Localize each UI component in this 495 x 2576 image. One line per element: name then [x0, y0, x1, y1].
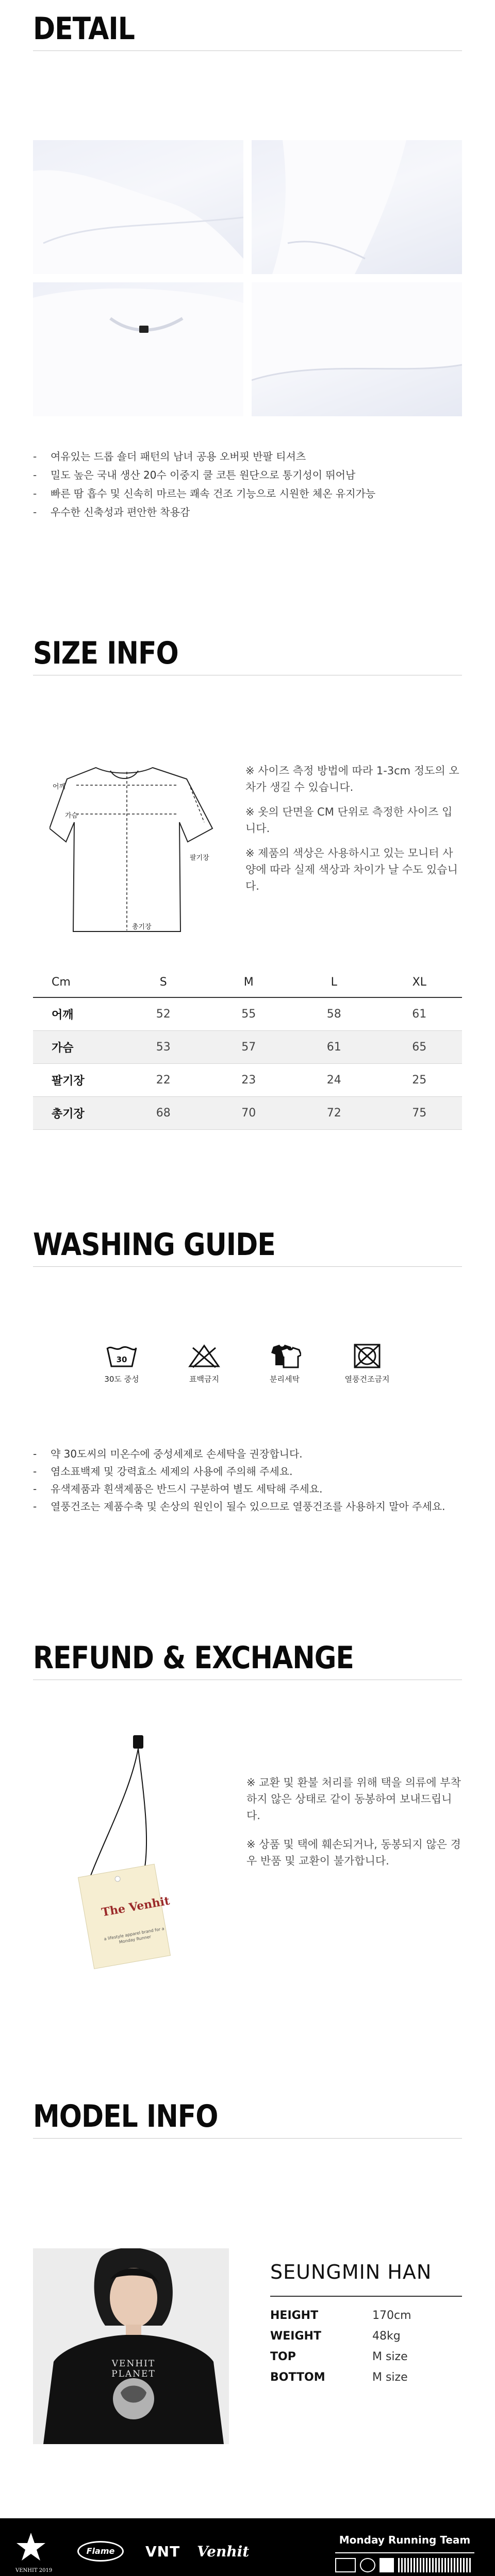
spec-key: TOP — [270, 2350, 296, 2363]
model-shirt-print: VENHIT PLANET — [111, 2359, 156, 2379]
footer-logo-vnt: VNT — [145, 2543, 180, 2560]
no-bleach-icon — [188, 1343, 221, 1369]
model-name-divider — [270, 2296, 462, 2297]
tag-small-text: a lifestyle apparel brand for a Monday Runner — [103, 1926, 165, 1945]
table-cell: 72 — [291, 1096, 377, 1129]
size-header-cell: M — [206, 968, 292, 997]
detail-photo-fabric — [33, 140, 243, 274]
footer-badge-strip — [335, 2552, 474, 2574]
footer-tagline: Monday Running Team — [339, 2534, 471, 2546]
wash-label: 분리세탁 — [270, 1375, 300, 1384]
size-header-cell: L — [291, 968, 377, 997]
star-logo-icon — [15, 2532, 46, 2563]
wash-note: - 약 30도씨의 미온수에 중성세제로 손세탁을 권장합니다. — [33, 1446, 461, 1462]
separate-wash-icon — [268, 1343, 301, 1369]
wash-item-separate — [254, 1343, 316, 1384]
badge-icon — [398, 2558, 471, 2572]
spec-value: M size — [372, 2350, 408, 2363]
detail-bullet: - 여유있는 드롭 숄더 패턴의 남녀 공용 오버핏 반팔 티셔츠 — [33, 447, 466, 466]
size-notes — [245, 762, 462, 903]
spec-row — [270, 2346, 411, 2367]
table-cell: 65 — [377, 1030, 463, 1063]
model-specs — [270, 2305, 411, 2387]
table-row — [33, 1096, 462, 1129]
spec-value: M size — [372, 2370, 408, 2384]
spec-key: BOTTOM — [270, 2370, 325, 2384]
wash-item-no-tumble — [336, 1343, 398, 1384]
wash-label: 표백금지 — [189, 1375, 219, 1384]
size-note: ※ 사이즈 측정 방법에 따라 1-3cm 정도의 오차가 생길 수 있습니다. — [245, 765, 459, 793]
table-cell: 24 — [291, 1063, 377, 1096]
footer-logo-bar — [0, 2518, 495, 2576]
model-photo — [33, 2248, 229, 2444]
detail-bullet: - 우수한 신축성과 편안한 착용감 — [33, 503, 466, 521]
table-cell: 22 — [121, 1063, 206, 1096]
wash-note: - 열풍건조는 제품수축 및 손상의 원인이 될수 있으므로 열풍건조를 사용하지 말아 주세요. — [33, 1498, 461, 1515]
detail-divider — [33, 50, 462, 51]
model-divider — [33, 2138, 462, 2139]
badge-icon — [335, 2558, 356, 2572]
size-note: ※ 옷의 단면을 CM 단위로 측정한 사이즈 입니다. — [245, 806, 453, 835]
size-header-cell: XL — [377, 968, 463, 997]
size-table-header — [33, 968, 462, 997]
badge-icon — [380, 2558, 394, 2572]
table-cell: 총기장 — [33, 1096, 121, 1129]
table-cell: 23 — [206, 1063, 292, 1096]
model-title: MODEL INFO — [33, 2099, 218, 2134]
wash-label: 열풍건조금지 — [344, 1375, 390, 1384]
table-cell: 68 — [121, 1096, 206, 1129]
size-header-cell: Cm — [33, 968, 121, 997]
table-cell: 가슴 — [33, 1030, 121, 1063]
table-cell: 53 — [121, 1030, 206, 1063]
wash-note: - 염소표백제 및 강력효소 세제의 사용에 주의해 주세요. — [33, 1463, 461, 1480]
label-sleeve: 팔기장 — [190, 854, 209, 862]
no-tumble-dry-icon — [351, 1343, 384, 1369]
model-name: SEUNGMIN HAN — [270, 2261, 432, 2283]
size-table — [33, 968, 462, 1130]
refund-note: ※ 교환 및 환불 처리를 위해 택을 의류에 부착하지 않은 상태로 같이 동봉하여 보내드립니다. — [246, 1776, 461, 1822]
refund-note: ※ 상품 및 택에 훼손되거나, 동봉되지 않은 경우 반품 및 교환이 불가합니다. — [246, 1838, 461, 1867]
detail-photo-shoulder-seam — [252, 282, 462, 416]
spec-value: 48kg — [372, 2329, 401, 2343]
refund-notes — [246, 1774, 463, 1882]
badge-icon — [360, 2558, 375, 2572]
refund-title: REFUND & EXCHANGE — [33, 1640, 354, 1676]
washing-divider — [33, 1266, 462, 1267]
table-row — [33, 997, 462, 1030]
spec-key: WEIGHT — [270, 2329, 321, 2343]
tshirt-outline-icon — [50, 756, 225, 938]
table-cell: 팔기장 — [33, 1063, 121, 1096]
table-cell: 61 — [377, 997, 463, 1030]
table-cell: 25 — [377, 1063, 463, 1096]
label-length: 총기장 — [132, 923, 152, 931]
wash-label: 30도 중성 — [104, 1375, 139, 1384]
spec-value: 170cm — [372, 2309, 411, 2322]
table-cell: 57 — [206, 1030, 292, 1063]
svg-text:30: 30 — [116, 1355, 127, 1364]
table-cell: 어깨 — [33, 997, 121, 1030]
table-cell: 75 — [377, 1096, 463, 1129]
hang-tag-illustration — [67, 1721, 186, 1978]
table-cell: 55 — [206, 997, 292, 1030]
wash-item-30 — [91, 1343, 153, 1384]
tshirt-measure-diagram — [50, 756, 225, 938]
size-note: ※ 제품의 색상은 사용하시고 있는 모니터 사양에 따라 실제 색상과 차이가 날 수도 있습니다. — [245, 847, 458, 892]
tag-brand-text: The Venhit — [100, 1894, 171, 1920]
spec-key: HEIGHT — [270, 2309, 319, 2322]
size-header-cell: S — [121, 968, 206, 997]
footer-logo-venhit: Venhit — [197, 2543, 250, 2560]
label-chest: 가슴 — [65, 812, 78, 820]
detail-bullet: - 밀도 높은 국내 생산 20수 이중지 쿨 코튼 원단으로 통기성이 뛰어남 — [33, 466, 466, 484]
footer-logo-flame: Flame — [77, 2541, 124, 2562]
size-info-title: SIZE INFO — [33, 636, 178, 671]
detail-photo-sleeve-hem — [252, 140, 462, 274]
detail-photo-neckline — [33, 282, 243, 416]
spec-row — [270, 2305, 411, 2326]
table-row — [33, 1030, 462, 1063]
washing-title: WASHING GUIDE — [33, 1227, 275, 1263]
wash-item-no-bleach — [173, 1343, 235, 1384]
label-shoulder: 어깨 — [53, 783, 66, 791]
table-cell: 61 — [291, 1030, 377, 1063]
table-cell: 52 — [121, 997, 206, 1030]
table-cell: 70 — [206, 1096, 292, 1129]
wash-30-icon — [105, 1343, 138, 1369]
spec-row — [270, 2367, 411, 2387]
detail-bullets — [33, 447, 466, 521]
spec-row — [270, 2326, 411, 2346]
detail-title: DETAIL — [33, 11, 135, 47]
wash-note: - 유색제품과 흰색제품은 반드시 구분하여 별도 세탁해 주세요. — [33, 1481, 461, 1497]
table-cell: 58 — [291, 997, 377, 1030]
footer-year: VENHIT 2019 — [15, 2568, 53, 2573]
table-row — [33, 1063, 462, 1096]
washing-notes — [33, 1446, 461, 1516]
detail-bullet: - 빠른 땀 흡수 및 신속히 마르는 쾌속 건조 기능으로 시원한 체온 유지가능 — [33, 484, 466, 503]
